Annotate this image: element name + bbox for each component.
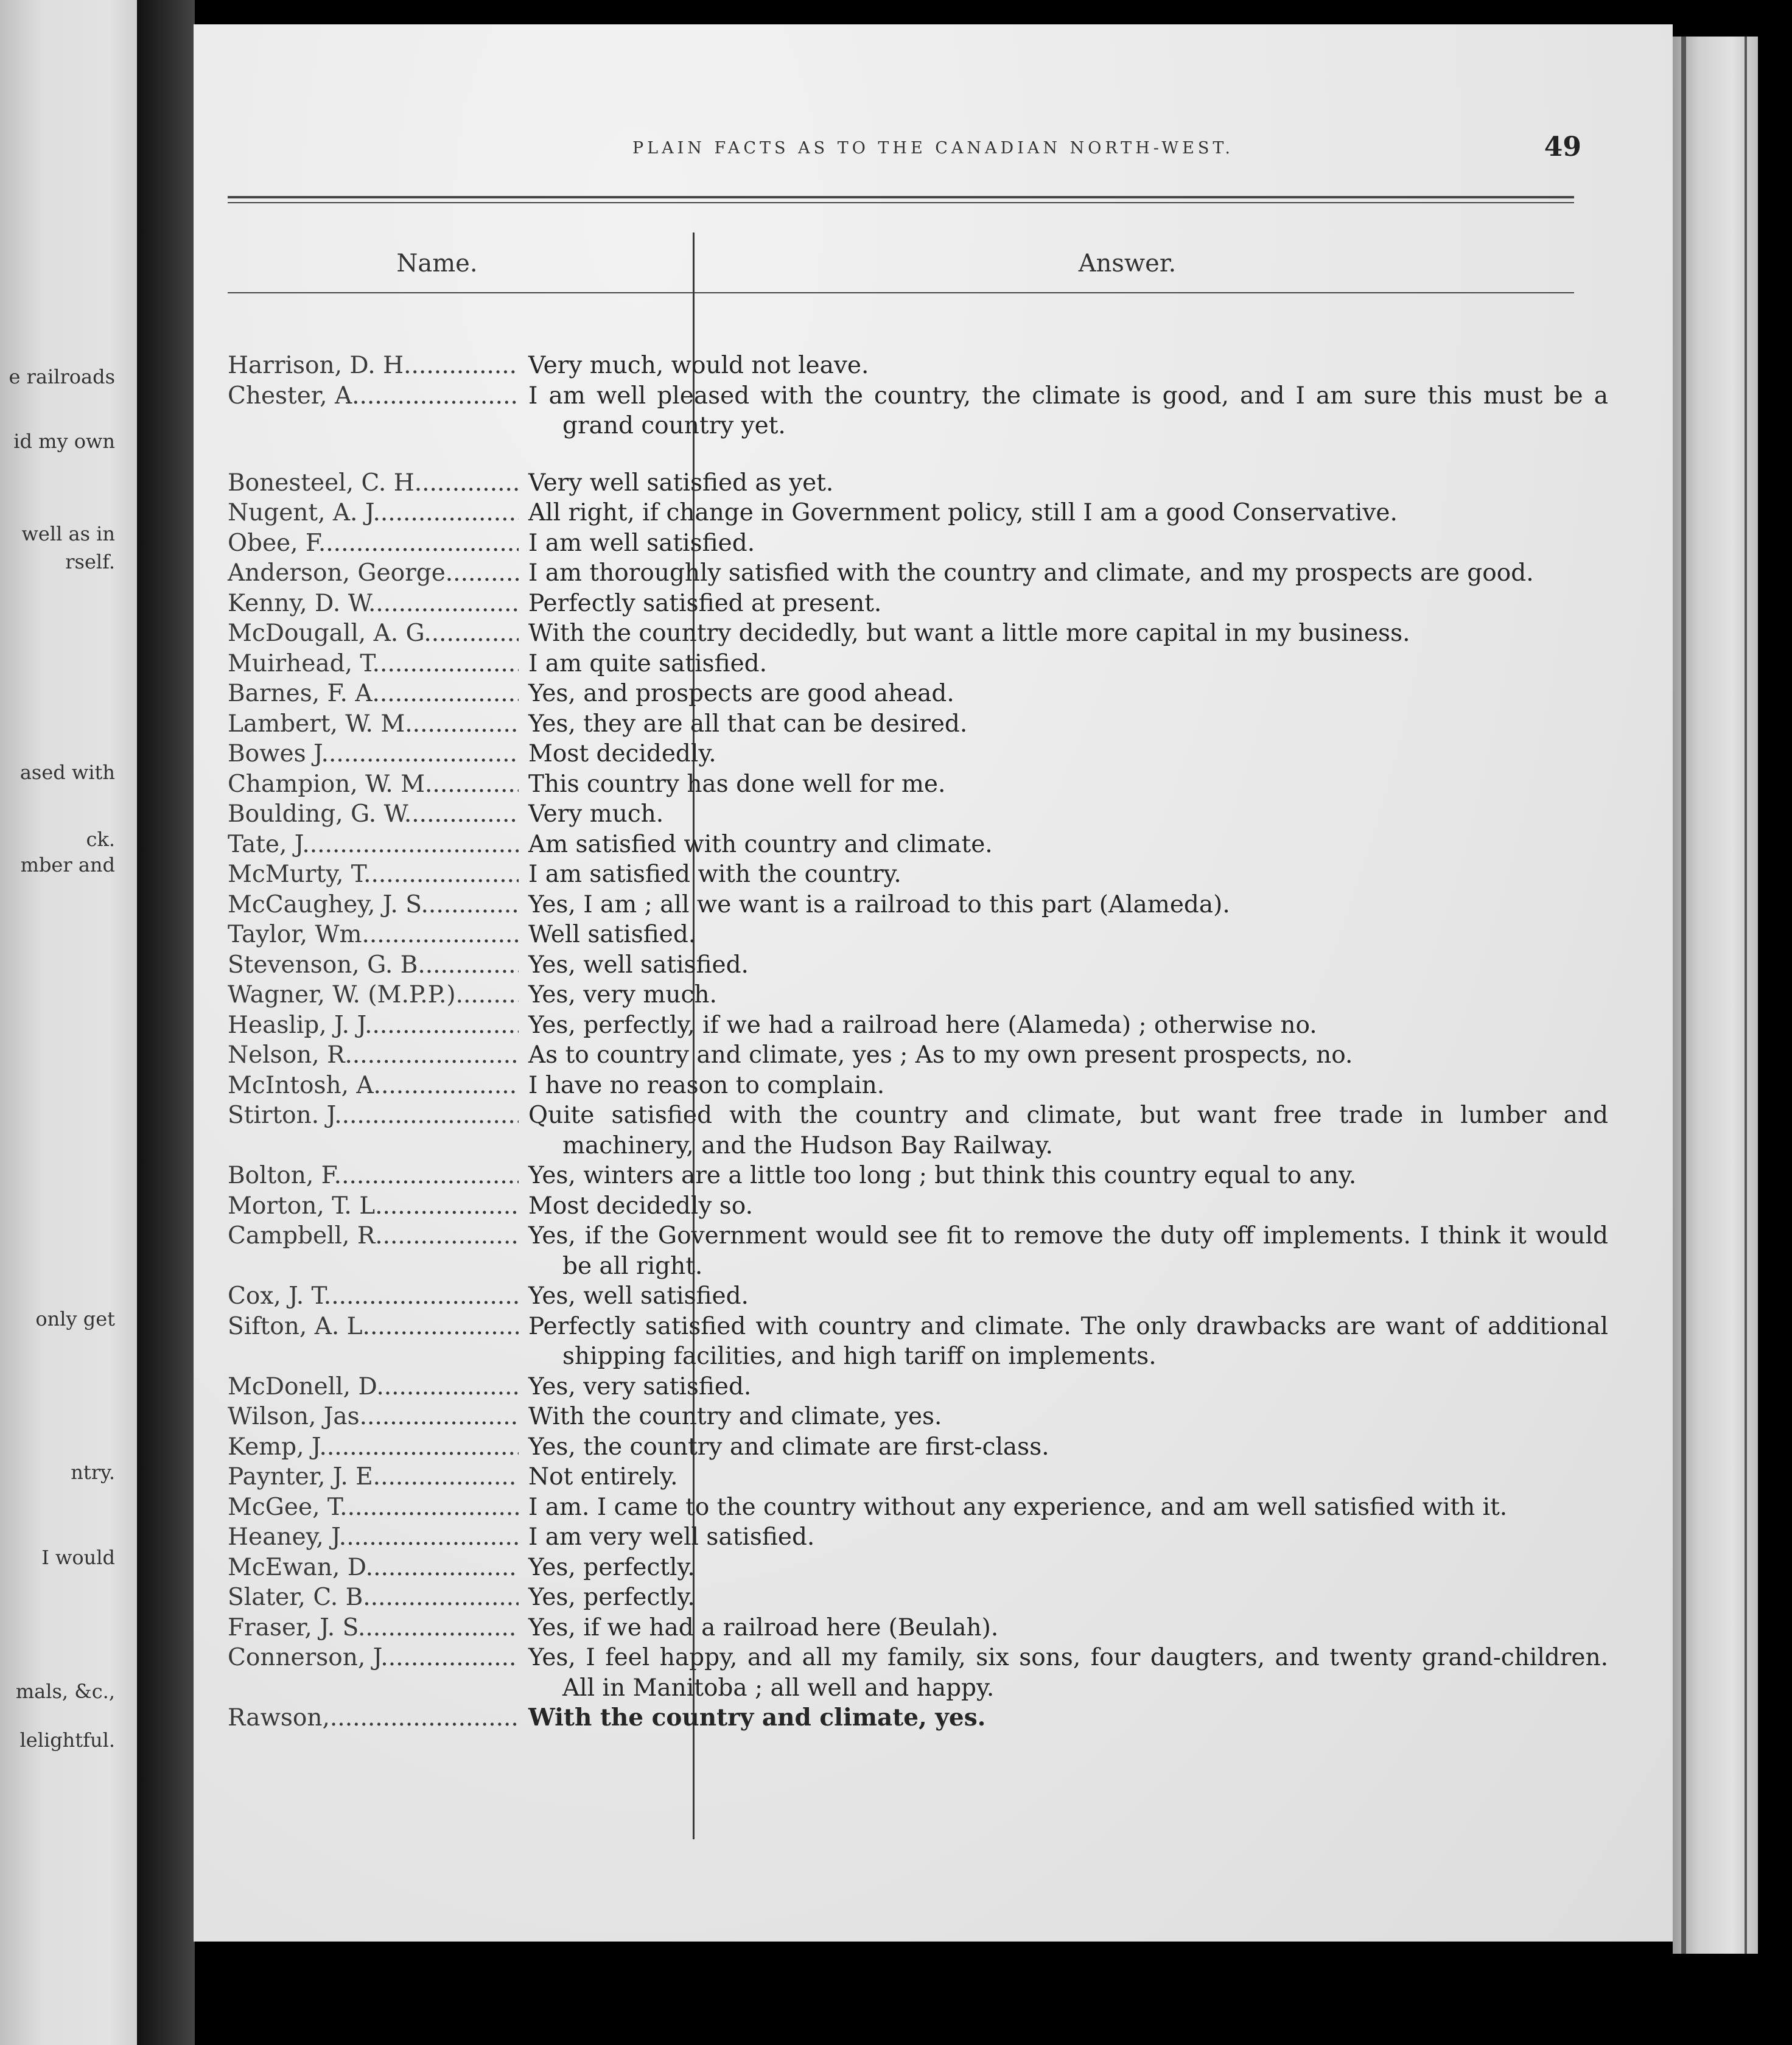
table-row: [194, 618, 1673, 649]
table-row: [194, 1312, 1673, 1372]
table-row: [194, 769, 1673, 800]
respondent-answer: Yes, perfectly.: [528, 1553, 695, 1581]
respondent-answer: As to country and climate, yes ; As to my own present prospects, no.: [528, 1041, 1353, 1069]
header-double-rule-bottom: [228, 202, 1574, 203]
respondent-answer: Yes, the country and climate are first-class.: [528, 1433, 1049, 1461]
respondent-answer: Yes, if we had a railroad here (Beulah).: [528, 1613, 999, 1641]
header-double-rule-top: [228, 196, 1574, 198]
respondent-name: Connerson, J .....: [194, 1643, 519, 1673]
respondent-name: Stevenson, G. B .....: [194, 950, 519, 981]
respondent-name: Wilson, Jas .....: [194, 1402, 519, 1432]
table-row: [194, 980, 1673, 1010]
respondent-answer: Yes, well satisfied.: [528, 1282, 749, 1310]
table-row: [194, 1703, 1673, 1733]
respondent-answer: Perfectly satisfied with country and climate. The only drawbacks are want of additional shipping facilities, and high tariff on implements.: [528, 1312, 1608, 1370]
table-row: [194, 950, 1673, 981]
respondent-answer: I am well pleased with the country, the climate is good, and I am sure this must be a grand country yet.: [528, 382, 1608, 439]
respondent-answer: Most decidedly.: [528, 740, 716, 767]
respondent-answer: Am satisfied with country and climate.: [528, 830, 993, 858]
book-gutter: [137, 0, 195, 2045]
respondent-answer: With the country and climate, yes.: [528, 1403, 942, 1430]
answers-table: [194, 351, 1673, 1733]
column-header-name: Name.: [396, 250, 478, 278]
respondent-name: Fraser, J. S .....: [194, 1613, 519, 1643]
respondent-answer: Yes, I am ; all we want is a railroad to this part (Alameda).: [528, 890, 1230, 918]
left-page-fragment: only get: [35, 1307, 115, 1330]
respondent-name: Cox, J. T .....: [194, 1281, 519, 1312]
respondent-name: Stirton. J .....: [194, 1100, 519, 1131]
respondent-answer: I am thoroughly satisfied with the country and climate, and my prospects are good.: [528, 559, 1534, 587]
respondent-answer: Perfectly satisfied at present.: [528, 589, 882, 617]
table-row: [194, 1221, 1673, 1281]
respondent-name: Heaney, J .....: [194, 1522, 519, 1553]
respondent-name: Kenny, D. W .....: [194, 589, 519, 619]
respondent-answer: Yes, very much.: [528, 981, 717, 1009]
respondent-name: Anderson, George .....: [194, 558, 519, 589]
respondent-name: Campbell, R .....: [194, 1221, 519, 1251]
respondent-answer: I am. I came to the country without any experience, and am well satisfied with it.: [528, 1493, 1508, 1521]
table-row: [194, 1071, 1673, 1101]
respondent-name: Wagner, W. (M.P.P.) .....: [194, 980, 519, 1010]
table-row: [194, 381, 1673, 441]
table-row: [194, 1281, 1673, 1312]
respondent-answer: Yes, very satisfied.: [528, 1372, 752, 1400]
left-page-fragment: mals, &c.,: [15, 1680, 115, 1703]
table-row: [194, 1432, 1673, 1463]
table-row: [194, 468, 1673, 498]
respondent-answer: I am quite satisfied.: [528, 649, 768, 677]
respondent-name: Harrison, D. H .....: [194, 351, 519, 381]
respondent-answer: Yes, winters are a little too long ; but think this country equal to any.: [528, 1162, 1357, 1189]
respondent-name: Morton, T. L .....: [194, 1191, 519, 1222]
left-page-fragment: ased with: [19, 761, 115, 784]
table-row: [194, 709, 1673, 739]
table-row: [194, 1522, 1673, 1553]
respondent-name: McIntosh, A .....: [194, 1071, 519, 1101]
table-row: [194, 1613, 1673, 1643]
respondent-answer: I am satisfied with the country.: [528, 861, 901, 888]
respondent-name: Heaslip, J. J .....: [194, 1010, 519, 1041]
table-row: [194, 558, 1673, 589]
respondent-answer: Yes, if the Government would see fit to remove the duty off implements. I think it would be all right.: [528, 1222, 1608, 1280]
respondent-name: Nelson, R .....: [194, 1040, 519, 1071]
respondent-name: McGee, T .....: [194, 1492, 519, 1523]
respondent-name: Slater, C. B .....: [194, 1582, 519, 1613]
respondent-name: Chester, A .....: [194, 381, 519, 411]
respondent-answer: This country has done well for me.: [528, 770, 946, 798]
respondent-name: Bolton, F .....: [194, 1161, 519, 1191]
respondent-name: McMurty, T .....: [194, 859, 519, 890]
table-row: [194, 649, 1673, 679]
running-head: PLAIN FACTS AS TO THE CANADIAN NORTH-WEST.: [632, 139, 1234, 158]
respondent-answer: Yes, I feel happy, and all my family, six sons, four daugters, and twenty grand-children. All in Manitoba ; all well and happy.: [528, 1644, 1608, 1702]
respondent-answer: Quite satisfied with the country and climate, but want free trade in lumber and machinery, and the Hudson Bay Railway.: [528, 1102, 1608, 1159]
left-page-fragment: rself.: [65, 550, 115, 573]
respondent-name: Boulding, G. W .....: [194, 799, 519, 830]
table-row: [194, 739, 1673, 769]
respondent-name: Rawson, .....: [194, 1703, 519, 1733]
respondent-name: McCaughey, J. S .....: [194, 890, 519, 920]
respondent-name: Muirhead, T .....: [194, 649, 519, 679]
respondent-name: Kemp, J .....: [194, 1432, 519, 1463]
respondent-answer: I am very well satisfied.: [528, 1523, 815, 1551]
left-page-fragment: id my own: [13, 430, 115, 453]
table-row: [194, 1402, 1673, 1432]
table-row: [194, 1643, 1673, 1703]
left-page-fragment: I would: [41, 1546, 115, 1569]
page-sheet: [194, 24, 1673, 1942]
respondent-name: McDougall, A. G .....: [194, 618, 519, 649]
respondent-answer: Very much.: [528, 800, 664, 828]
page-number: 49: [1544, 131, 1581, 163]
table-row: [194, 890, 1673, 920]
column-header-answer: Answer.: [1078, 250, 1177, 278]
table-row: [194, 1492, 1673, 1523]
respondent-answer: Most decidedly so.: [528, 1192, 753, 1220]
respondent-name: McEwan, D .....: [194, 1553, 519, 1583]
table-row: [194, 589, 1673, 619]
table-row: [194, 1161, 1673, 1191]
left-page-fragment: ck.: [86, 828, 115, 851]
table-row: [194, 1100, 1673, 1161]
respondent-name: Sifton, A. L .....: [194, 1312, 519, 1342]
page-stack-edge: [1673, 37, 1758, 1954]
table-row: [194, 351, 1673, 381]
table-row: [194, 830, 1673, 860]
respondent-answer: Yes, perfectly.: [528, 1584, 695, 1611]
left-page-fragment: mber and: [20, 853, 115, 876]
table-row: [194, 920, 1673, 950]
respondent-name: Taylor, Wm .....: [194, 920, 519, 950]
respondent-name: Nugent, A. J .....: [194, 498, 519, 528]
left-page-fragment: well as in: [21, 522, 115, 545]
respondent-answer: Yes, and prospects are good ahead.: [528, 680, 954, 707]
table-row: [194, 1010, 1673, 1041]
respondent-name: Tate, J .....: [194, 830, 519, 860]
table-row: [194, 1462, 1673, 1492]
table-row: [194, 1582, 1673, 1613]
table-row: [194, 1191, 1673, 1222]
respondent-answer: Very well satisfied as yet.: [528, 469, 834, 497]
respondent-answer: With the country and climate, yes.: [528, 1704, 986, 1732]
left-page-fragment: ntry.: [71, 1461, 115, 1484]
table-row: [194, 1040, 1673, 1071]
left-page-fragment: lelightful.: [19, 1729, 115, 1752]
respondent-answer: Yes, perfectly, if we had a railroad here (Alameda) ; otherwise no.: [528, 1011, 1317, 1039]
respondent-name: Obee, F .....: [194, 528, 519, 559]
table-row: [194, 679, 1673, 709]
respondent-name: Lambert, W. M .....: [194, 709, 519, 739]
left-page-fragment: e railroads: [9, 365, 115, 388]
respondent-answer: Yes, well satisfied.: [528, 951, 749, 979]
respondent-answer: I am well satisfied.: [528, 529, 755, 557]
respondent-name: Bonesteel, C. H .....: [194, 468, 519, 498]
table-row: [194, 498, 1673, 528]
adjacent-page-edge: [0, 0, 137, 2045]
respondent-answer: Very much, would not leave.: [528, 352, 869, 379]
respondent-answer: Not entirely.: [528, 1463, 678, 1491]
respondent-name: Bowes J .....: [194, 739, 519, 769]
respondent-answer: With the country decidedly, but want a little more capital in my business.: [528, 620, 1410, 647]
respondent-name: McDonell, D .....: [194, 1372, 519, 1402]
respondent-answer: Well satisfied.: [528, 921, 696, 948]
respondent-answer: I have no reason to complain.: [528, 1071, 885, 1099]
column-header-rule: [228, 292, 1574, 293]
respondent-name: Barnes, F. A .....: [194, 679, 519, 709]
respondent-answer: Yes, they are all that can be desired.: [528, 710, 968, 738]
table-row: [194, 1553, 1673, 1583]
respondent-name: Champion, W. M .....: [194, 769, 519, 800]
table-row: [194, 859, 1673, 890]
table-row: [194, 528, 1673, 559]
respondent-name: Paynter, J. E .....: [194, 1462, 519, 1492]
table-row: [194, 1372, 1673, 1402]
table-row: [194, 799, 1673, 830]
respondent-answer: All right, if change in Government policy, still I am a good Conservative.: [528, 499, 1398, 526]
